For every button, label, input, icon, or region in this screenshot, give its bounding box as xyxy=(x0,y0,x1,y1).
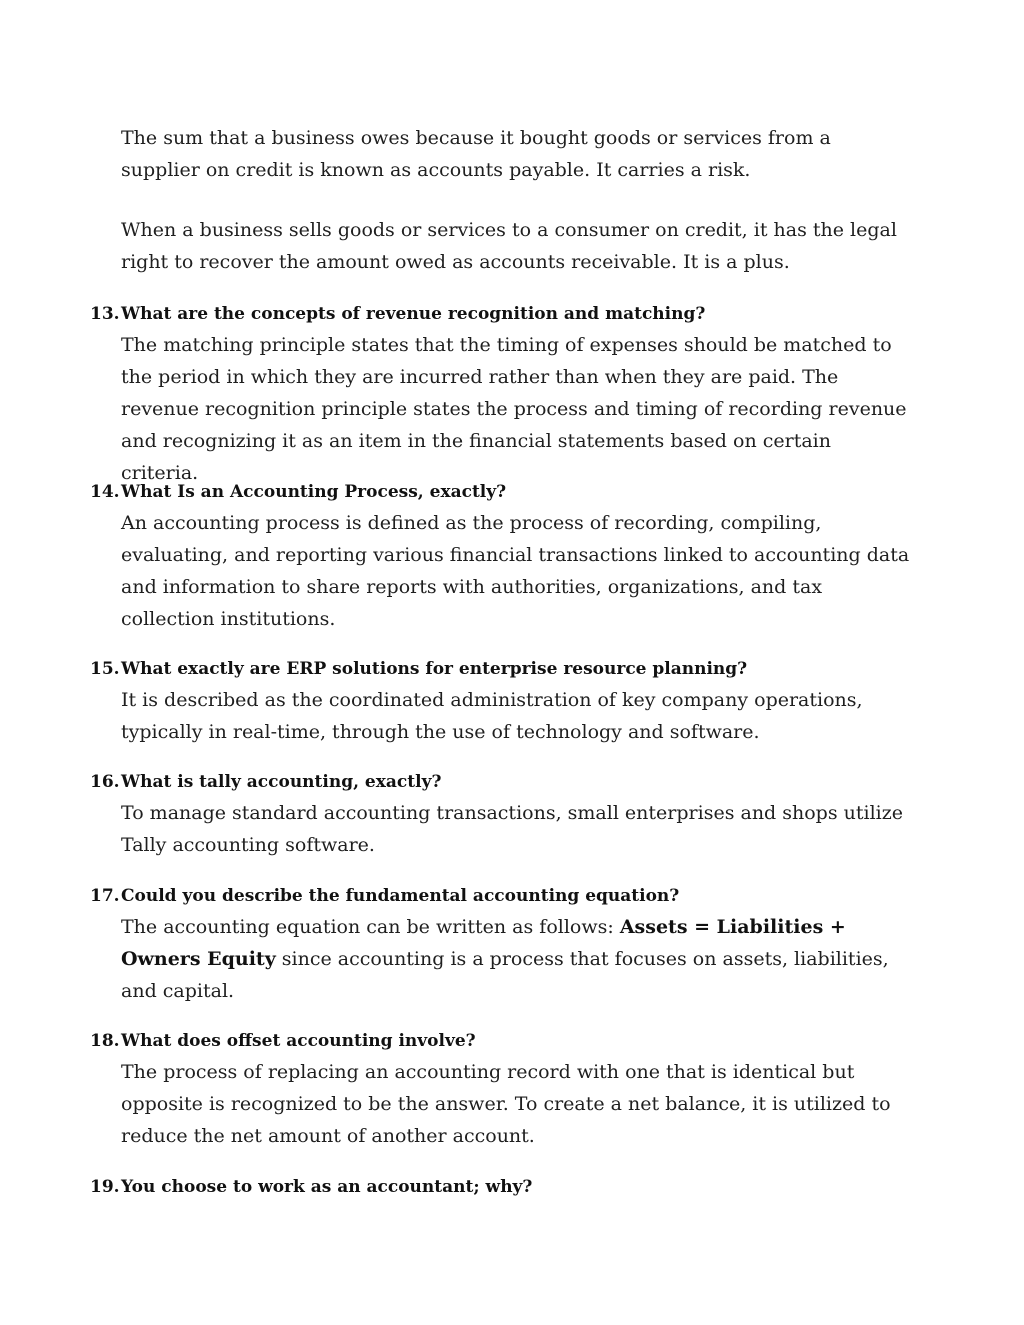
question-text: What exactly are ERP solutions for enterprise resource planning? xyxy=(121,659,748,679)
question-number: 15. xyxy=(90,659,120,679)
accounting-equation: Assets = Liabilities + Owners Equity xyxy=(121,916,846,970)
question-text: Could you describe the fundamental accounting equation? xyxy=(121,886,680,906)
answer-text: The process of replacing an accounting record with one that is identical but opposite is recognized to be the answer. To create a net balance, it is utilized to reduce the net amount of another account. xyxy=(121,1061,891,1147)
question-heading xyxy=(90,1030,920,1052)
accounts-receivable-paragraph: When a business sells goods or services to a consumer on credit, it has the legal right to recover the amount owed as accounts receivable. It is a plus. xyxy=(121,219,897,273)
answer-text: To manage standard accounting transactions, small enterprises and shops utilize Tally accounting software. xyxy=(121,802,903,856)
answer-text: The matching principle states that the timing of expenses should be matched to the period in which they are incurred rather than when they are paid. The revenue recognition principle states the process and timing of recording revenue and recognizing it as an item in the financial statements based on certain criteria. xyxy=(121,334,907,484)
question-heading xyxy=(90,303,920,325)
question-heading xyxy=(90,771,920,793)
question-text: What does offset accounting involve? xyxy=(121,1031,476,1051)
question-number: 17. xyxy=(90,886,120,906)
question-text: What Is an Accounting Process, exactly? xyxy=(121,482,507,502)
question-text: What are the concepts of revenue recognition and matching? xyxy=(121,304,706,324)
question-number: 14. xyxy=(90,482,120,502)
question-17 xyxy=(90,885,920,1007)
answer-text xyxy=(121,911,911,1007)
question-heading xyxy=(90,1176,920,1198)
answer-text: It is described as the coordinated administration of key company operations, typically in real-time, through the use of technology and software. xyxy=(121,689,863,743)
question-text: What is tally accounting, exactly? xyxy=(121,772,442,792)
question-18 xyxy=(90,1030,920,1152)
question-heading xyxy=(90,885,920,907)
question-15 xyxy=(90,658,920,748)
question-number: 19. xyxy=(90,1177,120,1197)
question-heading xyxy=(90,658,920,680)
question-text: You choose to work as an accountant; why? xyxy=(121,1177,533,1197)
question-16 xyxy=(90,771,920,861)
question-19 xyxy=(90,1176,920,1198)
question-number: 13. xyxy=(90,304,120,324)
accounts-payable-paragraph: The sum that a business owes because it bought goods or services from a supplier on credit is known as accounts payable. It carries a risk. xyxy=(121,127,831,181)
question-number: 16. xyxy=(90,772,120,792)
question-number: 18. xyxy=(90,1031,120,1051)
answer-text: An accounting process is defined as the process of recording, compiling, evaluating, and reporting various financial transactions linked to accounting data and information to share reports with authorities, organizations, and tax collection institutions. xyxy=(121,512,910,630)
question-heading xyxy=(90,481,920,503)
answer-text-after: since accounting is a process that focuses on assets, liabilities, and capital. xyxy=(121,948,889,1002)
question-14 xyxy=(90,481,920,635)
question-13 xyxy=(90,303,920,489)
answer-text-before: The accounting equation can be written as follows: xyxy=(121,916,620,938)
